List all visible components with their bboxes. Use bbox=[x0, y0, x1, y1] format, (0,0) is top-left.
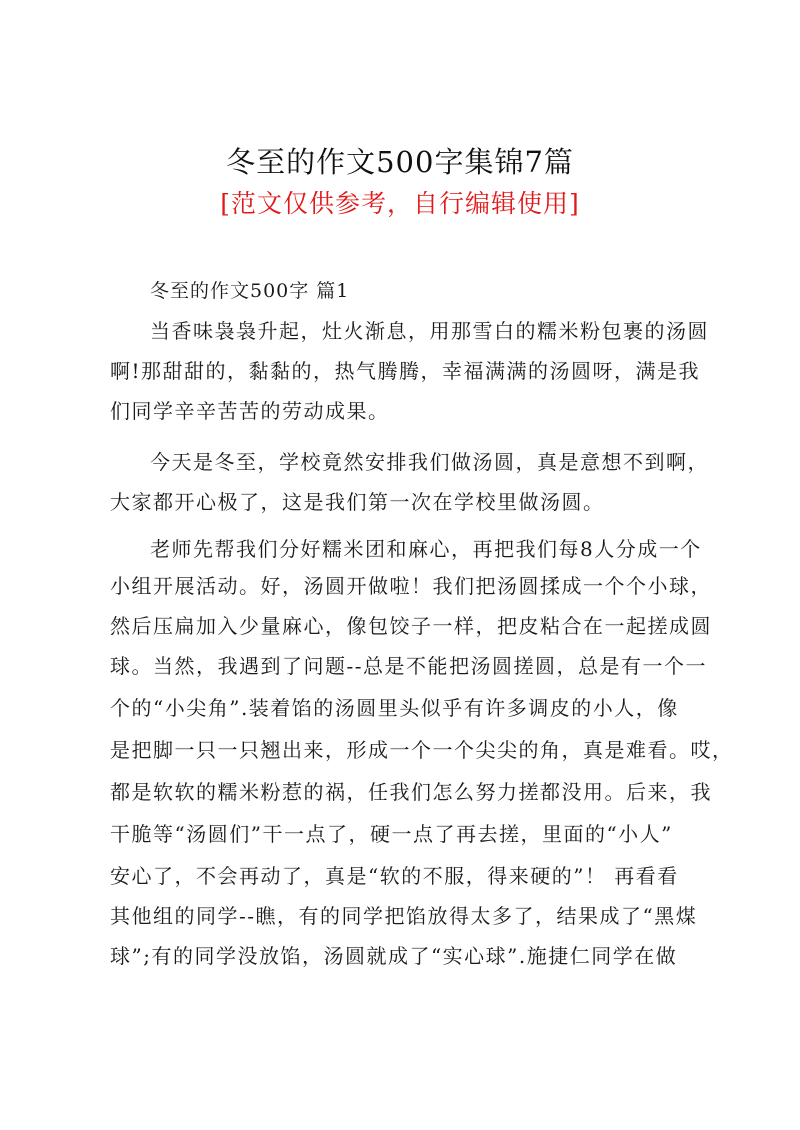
paragraph-line: 然后压扁加入少量麻心，像包饺子一样，把皮粘合在一起搓成圆 bbox=[110, 614, 712, 638]
paragraph-line: 其他组的同学--瞧，有的同学把馅放得太多了，结果成了“黑煤 bbox=[110, 904, 698, 928]
paragraph-line: 们同学辛辛苦苦的劳动成果。 bbox=[110, 399, 390, 423]
paragraph-line: 当香味袅袅升起，灶火渐息，用那雪白的糯米粉包裹的汤圆 bbox=[150, 319, 709, 343]
document-title: 冬至的作文500字集锦7篇 bbox=[226, 145, 574, 179]
paragraph-line: 今天是冬至，学校竟然安排我们做汤圆，真是意想不到啊， bbox=[150, 450, 709, 474]
section-heading: 冬至的作文500字 篇1 bbox=[150, 280, 350, 302]
paragraph-line: 都是软软的糯米粉惹的祸，任我们怎么努力搓都没用。后来，我 bbox=[110, 780, 712, 804]
paragraph-line: 球”;有的同学没放馅，汤圆就成了“实心球”.施捷仁同学在做 bbox=[110, 944, 678, 968]
paragraph-line: 老师先帮我们分好糯米团和麻心，再把我们每8人分成一个 bbox=[150, 537, 702, 561]
paragraph-line: 是把脚一只一只翘出来，形成一个一个尖尖的角，真是难看。哎， bbox=[110, 738, 734, 762]
paragraph-line: 干脆等“汤圆们”干一点了，硬一点了再去搓，里面的“小人” bbox=[110, 822, 673, 846]
paragraph-line: 小组开展活动。好，汤圆开做啦！我们把汤圆揉成一个个小球， bbox=[110, 574, 712, 598]
paragraph-line: 球。当然，我遇到了问题--总是不能把汤圆搓圆，总是有一个一 bbox=[110, 654, 708, 678]
paragraph-line: 大家都开心极了，这是我们第一次在学校里做汤圆。 bbox=[110, 490, 605, 514]
document-subtitle: [范文仅供参考，自行编辑使用] bbox=[220, 189, 580, 218]
paragraph-line: 个的“小尖角”.装着馅的汤圆里头似乎有许多调皮的小人，像 bbox=[110, 696, 679, 720]
paragraph-line: 安心了，不会再动了，真是“软的不服，得来硬的”！ 再看看 bbox=[110, 864, 679, 888]
paragraph-line: 啊!那甜甜的，黏黏的，热气腾腾，幸福满满的汤圆呀，满是我 bbox=[110, 359, 701, 383]
